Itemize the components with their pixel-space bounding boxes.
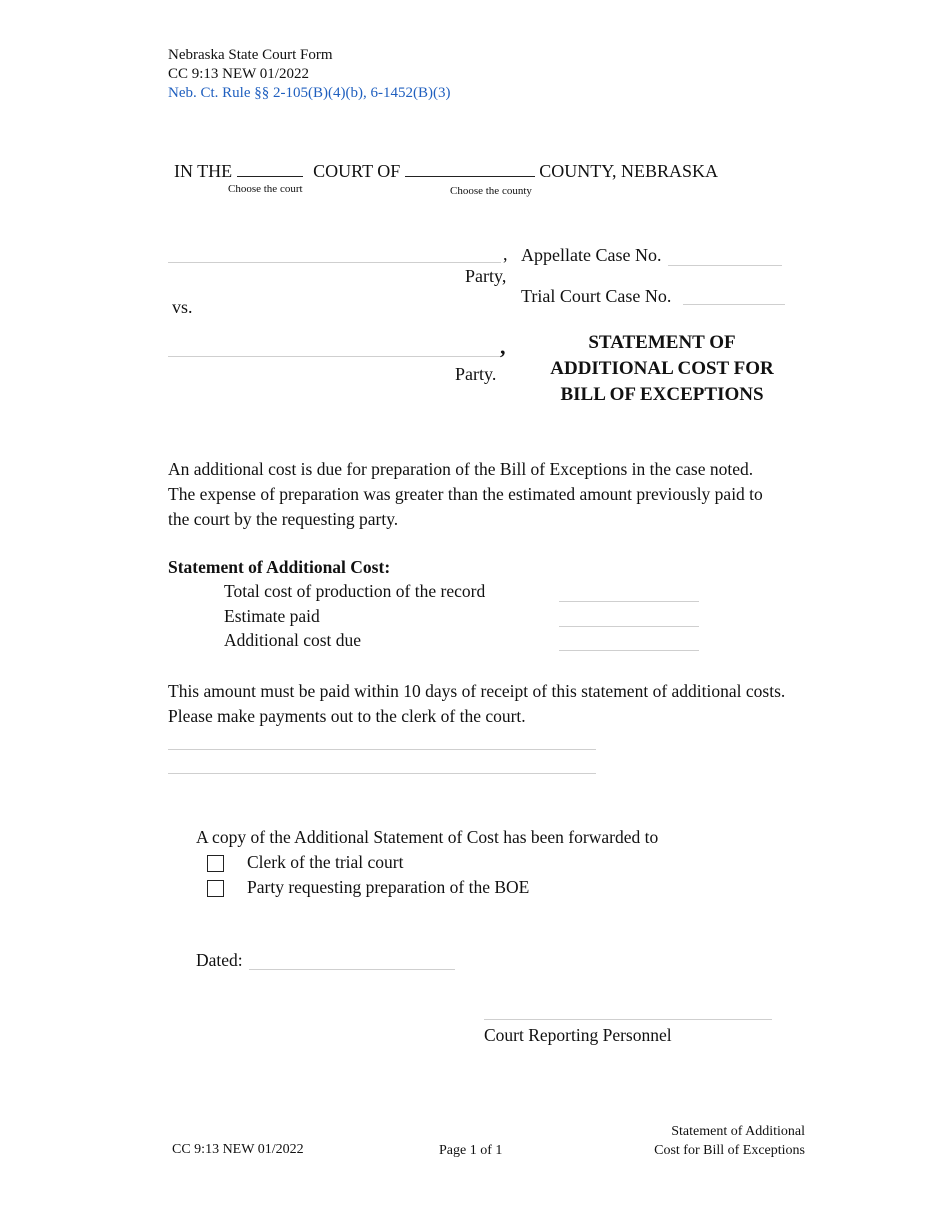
document-title	[520, 330, 804, 408]
county-nebraska-label: COUNTY, NEBRASKA	[539, 161, 718, 181]
appellate-case-label: Appellate Case No.	[521, 245, 662, 265]
cost-item-additional-label: Additional cost due	[224, 630, 362, 650]
cost-item-estimate-field[interactable]	[559, 626, 699, 627]
party1-name-field[interactable]	[168, 262, 501, 263]
statement-heading: Statement of Additional Cost:	[168, 557, 391, 577]
court-select[interactable]	[237, 158, 303, 177]
party1-comma: ,	[503, 244, 508, 264]
dated-field[interactable]	[249, 969, 455, 970]
rule-prefix: Neb. Ct. Rule §§ 2-105(B)(4)(b),	[168, 85, 367, 101]
trial-case-field[interactable]	[683, 304, 785, 305]
footer-title-line-2: Cost for Bill of Exceptions	[654, 1143, 805, 1158]
cost-item-total-field[interactable]	[559, 601, 699, 602]
note-field-line-1[interactable]	[168, 749, 596, 750]
cost-item-estimate-label: Estimate paid	[224, 606, 320, 626]
county-select[interactable]	[405, 158, 535, 177]
cost-item-additional-field[interactable]	[559, 650, 699, 651]
footer-title-line-1: Statement of Additional	[671, 1124, 805, 1139]
form-name: Nebraska State Court Form	[168, 47, 333, 63]
appellate-case-field[interactable]	[668, 265, 782, 266]
intro-paragraph: An additional cost is due for preparation of the Bill of Exceptions in the case noted. The expense of preparation was greater than the estimated amount previously paid to the court by the requesting party.	[168, 459, 763, 529]
note-field-line-2[interactable]	[168, 773, 596, 774]
signature-label: Court Reporting Personnel	[484, 1025, 672, 1045]
clerk-checkbox-label: Clerk of the trial court	[247, 852, 404, 872]
footer-form-code: CC 9:13 NEW 01/2022	[172, 1142, 304, 1157]
in-the-label: IN THE	[174, 161, 233, 181]
rule-link[interactable]: 6-1452(B)(3)	[370, 85, 451, 101]
party1-label: Party,	[465, 266, 507, 286]
court-of-label: COURT OF	[313, 161, 401, 181]
title-line-3: BILL OF EXCEPTIONS	[560, 384, 764, 405]
trial-case-label: Trial Court Case No.	[521, 286, 672, 306]
party-checkbox[interactable]	[207, 880, 224, 897]
party2-label: Party.	[455, 364, 497, 384]
dated-label: Dated:	[196, 950, 243, 970]
signature-field[interactable]	[484, 1019, 772, 1020]
copy-heading: A copy of the Additional Statement of Cost has been forwarded to	[196, 827, 659, 847]
footer-page-number: Page 1 of 1	[439, 1143, 503, 1158]
title-line-2: ADDITIONAL COST FOR	[550, 358, 774, 379]
rule-reference	[168, 84, 450, 102]
party-checkbox-label: Party requesting preparation of the BOE	[247, 877, 530, 897]
payment-note: This amount must be paid within 10 days of receipt of this statement of additional costs. Please make payments out to the clerk of the court.	[168, 681, 786, 726]
court-caption-line	[174, 158, 718, 182]
cost-item-total-label: Total cost of production of the record	[224, 581, 486, 601]
court-hint: Choose the court	[228, 183, 303, 195]
county-hint: Choose the county	[450, 185, 532, 197]
form-code: CC 9:13 NEW 01/2022	[168, 66, 309, 82]
vs-label: vs.	[172, 297, 193, 317]
party2-comma: ,	[500, 334, 506, 359]
footer-form-title	[600, 1122, 805, 1160]
clerk-checkbox[interactable]	[207, 855, 224, 872]
title-line-1: STATEMENT OF	[588, 332, 736, 353]
party2-name-field[interactable]	[168, 356, 501, 357]
